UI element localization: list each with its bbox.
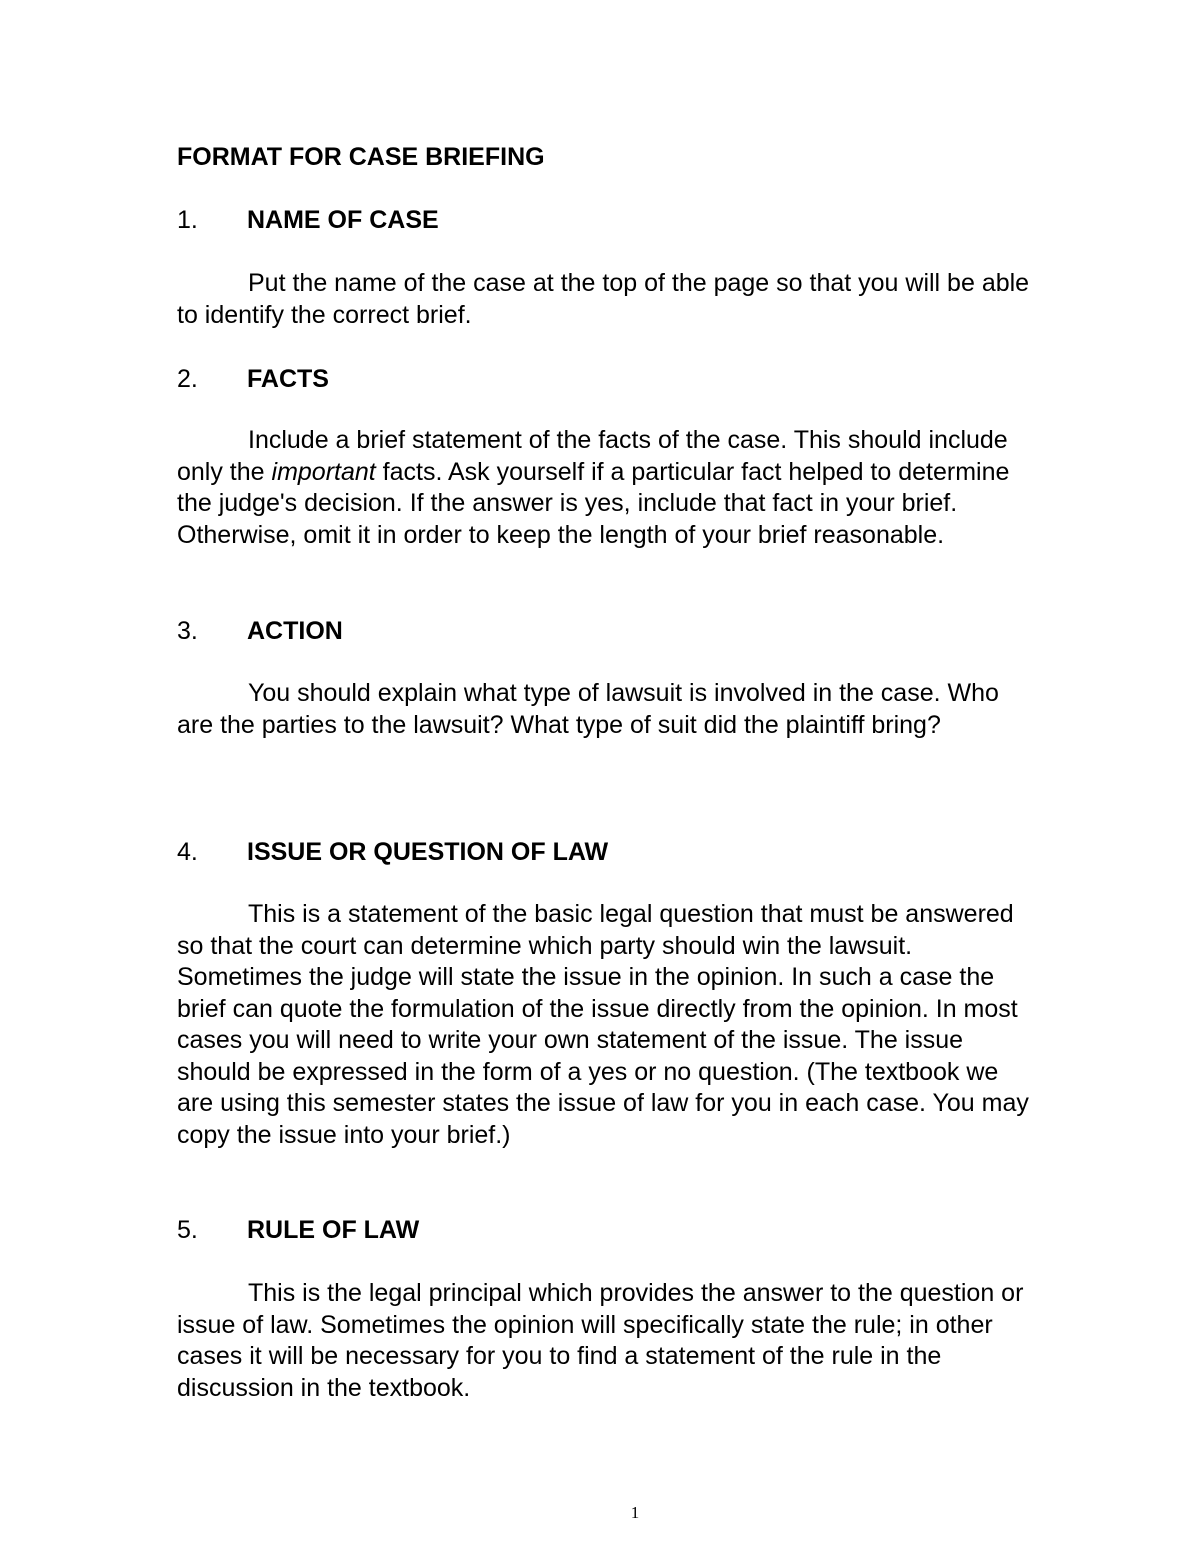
section-paragraph-action: You should explain what type of lawsuit is involved in the case. Who are the parties to the lawsuit? What type of suit did the plaintiff bring? <box>177 679 999 739</box>
section-label: ACTION <box>247 617 343 645</box>
paragraph-text: facts. Ask yourself if a particular fact helped to determine the judge's decision. If the answer is yes, include that fact in your brief. Otherwise, omit it in order to keep the length of your brief reasonable. <box>177 457 1010 549</box>
section-number: 4. <box>177 838 198 866</box>
section-number: 1. <box>177 206 198 234</box>
section-label: ISSUE OR QUESTION OF LAW <box>247 838 609 866</box>
section-number: 5. <box>177 1216 198 1244</box>
section-heading-name-of-case <box>177 204 439 236</box>
section-paragraph-issue: This is a statement of the basic legal question that must be answered so that the court can determine which party should win the lawsuit. Sometimes the judge will state the issue in the opinion. In such a case the brief can quote the formulation of the issue directly from the opinion. In most cases you will need to write your own statement of the issue. The issue should be expressed in the form of a yes or no question. (The textbook we are using this semester states the issue of law for you in each case. You may copy the issue into your brief.) <box>177 900 1029 1149</box>
section-heading-action <box>177 615 343 647</box>
paragraph-text: Include a brief statement of the facts of the case. This should include only the <box>177 426 1008 486</box>
section-label: FACTS <box>247 365 329 393</box>
section-paragraph-name-of-case: Put the name of the case at the top of the page so that you will be able to identify the correct brief. <box>177 269 1030 329</box>
page-number: 1 <box>630 1503 640 1522</box>
section-number: 2. <box>177 365 198 393</box>
section-number: 3. <box>177 617 198 645</box>
section-paragraph-facts <box>177 425 1037 551</box>
section-heading-issue <box>177 836 608 868</box>
section-label: NAME OF CASE <box>247 206 439 234</box>
section-label: RULE OF LAW <box>247 1216 420 1244</box>
section-heading-rule-of-law <box>177 1214 419 1246</box>
section-heading-facts <box>177 363 329 395</box>
document-title: FORMAT FOR CASE BRIEFING <box>177 143 545 171</box>
section-paragraph-rule-of-law: This is the legal principal which provides the answer to the question or issue of law. Sometimes the opinion will specifically state the rule; in other cases it will be necessary for you to find a statement of the rule in the discussion in the textbook. <box>177 1279 1024 1402</box>
emphasized-text: important <box>271 457 376 486</box>
